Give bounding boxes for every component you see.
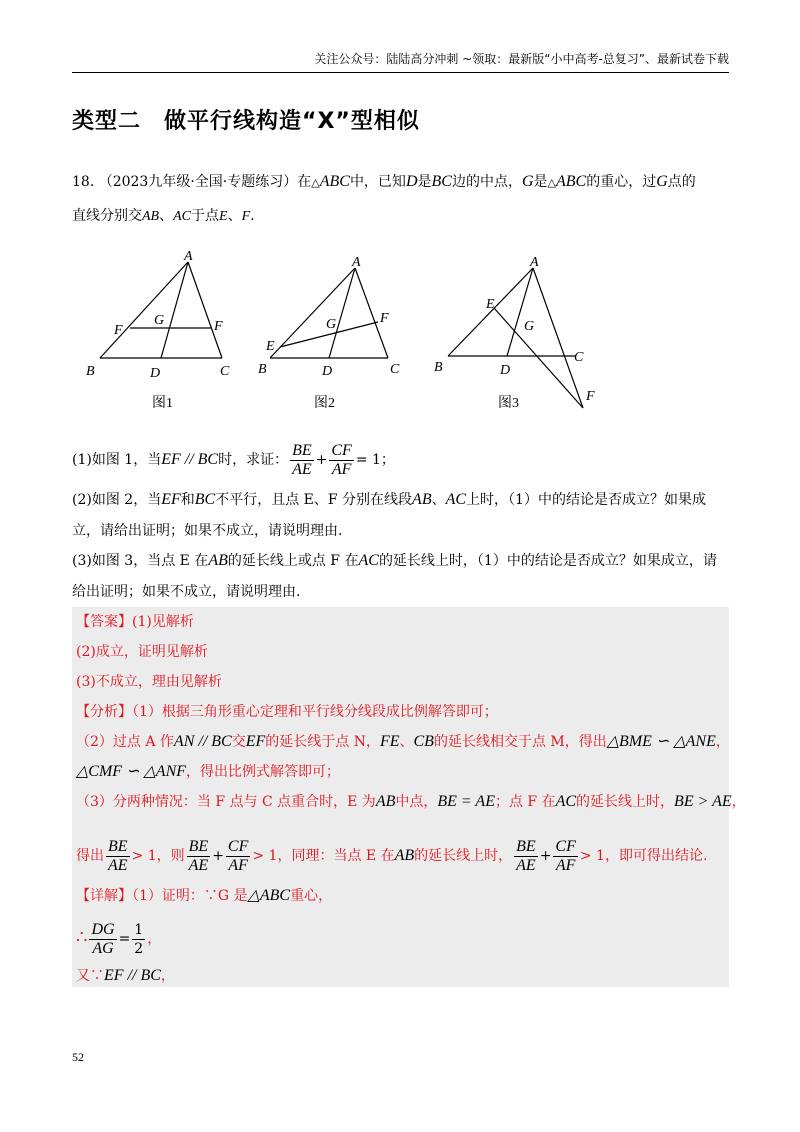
analysis-line-5: [76, 836, 707, 876]
denominator: 2: [134, 940, 144, 957]
analysis-text: ，得出比例式解答即可；: [186, 764, 341, 780]
fig1-label-d: D: [150, 366, 161, 381]
comma: ，: [160, 968, 175, 984]
equals-one: = 1；: [355, 452, 395, 468]
analysis-line-3: [76, 762, 340, 782]
question-1: [72, 440, 395, 480]
fig3-line-ef: [494, 308, 583, 408]
segment-ac: AC: [173, 209, 191, 224]
analysis-text: 交: [231, 734, 246, 750]
triangle-abc: ABC: [319, 173, 350, 190]
segment-ab: AB: [394, 847, 415, 864]
analysis-text: （3）分两种情况：当 F 点与 C 点重合时，E 为: [76, 794, 376, 810]
fig1-label-e: F: [114, 323, 123, 338]
segment-ac: AC: [445, 491, 467, 508]
numerator: CF: [331, 441, 352, 459]
fig3-label-d: D: [500, 363, 511, 378]
similarity-cmf-anf: △CMF ∽ △ANF: [76, 763, 187, 780]
detail-line-3: [76, 966, 175, 986]
figure-3: [448, 268, 583, 408]
fig1-side-ac: [188, 262, 222, 358]
period: .: [250, 208, 255, 224]
fig2-label-b: B: [258, 362, 267, 377]
fig3-label-c: C: [574, 350, 584, 365]
fig1-label-b: B: [86, 364, 95, 379]
problem-text: 是: [417, 174, 432, 190]
analysis-text: > 1，则: [131, 848, 185, 864]
problem-line-1: [72, 172, 696, 193]
plus-sign: +: [539, 848, 552, 864]
question-text: (3)如图 3，当点 E 在: [72, 553, 209, 569]
detail-text: 又∵: [76, 968, 104, 984]
detail-tag: 【详解】: [76, 888, 132, 904]
equation-be-ae: BE = AE: [437, 793, 495, 810]
figure-1: [100, 262, 222, 358]
condition-an-parallel-bc: AN // BC: [173, 733, 232, 750]
question-3-line-2: 给出证明；如果不成立，请说明理由.: [72, 584, 301, 600]
plus-sign: +: [315, 452, 328, 468]
denominator: AF: [228, 856, 248, 874]
problem-text: 18. （2023九年级·全国·专题练习）在: [72, 174, 312, 190]
analysis-line-2: [76, 732, 730, 752]
fraction-cf-af: [553, 838, 577, 875]
similarity-bme-ane: △BME ∽ △ANE: [606, 733, 716, 750]
analysis-line-4: [76, 792, 746, 812]
segment-bc: BC: [194, 491, 216, 508]
analysis-text: 中点，: [395, 794, 438, 810]
question-2-line-1: [72, 490, 706, 510]
numerator: CF: [555, 837, 576, 855]
segment-ab: AB: [208, 552, 228, 569]
analysis-text: 的延长线上时，: [576, 794, 675, 810]
question-text: 的延长线上或点 F 在: [227, 553, 359, 569]
question-text: (2)如图 2，当: [72, 492, 162, 508]
numerator: 1: [134, 921, 144, 938]
fraction-be-ae: [290, 442, 314, 479]
segment-ef: EF: [245, 733, 266, 750]
detail-line-1: [76, 886, 332, 906]
denominator: AE: [516, 856, 536, 874]
analysis-text: （1）根据三角形重心定理和平行线分线段成比例解答即可；: [132, 704, 498, 720]
analysis-tag: 【分析】: [76, 704, 132, 720]
numerator: CF: [227, 837, 249, 855]
question-text: 时，求证：: [218, 452, 289, 468]
figure-2: [270, 268, 388, 358]
problem-text: 于点: [191, 208, 219, 224]
inequality-be-gt-ae: BE > AE: [674, 793, 732, 810]
fig2-label-d: D: [322, 364, 333, 379]
answer-tag: 【答案】: [76, 614, 132, 630]
segment-fe: FE: [379, 733, 400, 750]
equals-sign: =: [118, 931, 131, 947]
fig3-label-a: A: [530, 255, 539, 270]
plus-sign: +: [212, 848, 224, 864]
fraction-be-ae: [187, 838, 211, 875]
answer-line-3: (3)不成立，理由见解析: [76, 674, 222, 690]
comma: ，: [715, 734, 730, 750]
problem-text: 边的中点，: [451, 174, 522, 190]
denominator: AF: [555, 856, 576, 874]
problem-text: 点的: [667, 174, 696, 190]
question-text: 的延长线上时，（1）中的结论是否成立？如果成立，请: [378, 553, 717, 569]
segment-ab: AB: [412, 491, 432, 508]
fraction-one-half: [132, 921, 145, 958]
fraction-cf-af: [329, 442, 353, 479]
fraction-cf-af: [226, 838, 250, 875]
fig3-label-e: E: [486, 297, 495, 312]
analysis-line-1: [76, 702, 498, 722]
fig3-label-b: B: [434, 360, 443, 375]
numerator: DG: [91, 920, 115, 938]
fig3-label-f: F: [586, 389, 595, 404]
page-header: 关注公众号：陆陆高分冲刺 ~领取：最新版“小中高考-总复习”、最新试卷下载: [72, 50, 729, 73]
condition-ef-parallel-bc: EF // BC: [104, 967, 161, 984]
detail-text: （1）证明：∵G 是: [132, 888, 248, 904]
question-text: 不平行，且点 E、F 分别在线段: [215, 492, 413, 508]
fig2-label-e: E: [266, 339, 275, 354]
problem-line-2: [72, 206, 255, 227]
fig1-caption: 图1: [152, 396, 173, 411]
denominator: AG: [92, 939, 114, 957]
problem-text: 中，已知: [349, 174, 406, 190]
segment-bc: BC: [431, 173, 452, 190]
numerator: BE: [108, 837, 128, 855]
separator: 、: [227, 208, 242, 224]
denominator: AE: [108, 856, 128, 874]
question-3-line-1: [72, 551, 717, 571]
separator: 、: [431, 492, 446, 508]
segment-ef: EF: [161, 491, 181, 508]
fig3-caption: 图3: [498, 396, 519, 411]
fig3-label-g: G: [524, 319, 535, 334]
geometry-figures: [80, 250, 620, 420]
numerator: BE: [188, 837, 209, 855]
point-d: D: [405, 173, 418, 190]
segment-cb: CB: [413, 733, 434, 750]
numerator: BE: [516, 837, 536, 855]
triangle-abc: △ABC: [247, 887, 291, 904]
comma: ，: [731, 794, 746, 810]
fraction-be-ae: [106, 838, 130, 875]
analysis-text: ；点 F 在: [494, 794, 556, 810]
analysis-text: （2）过点 A 作: [76, 734, 174, 750]
separator: 、: [399, 734, 414, 750]
fig1-label-f: F: [214, 319, 223, 334]
point-g: G: [656, 173, 668, 190]
question-text: (1)如图 1，当: [72, 452, 162, 468]
triangle-symbol: △: [547, 176, 556, 189]
answer-line-1: [76, 612, 194, 632]
fraction-be-ae: [514, 838, 538, 875]
fig2-label-a: A: [352, 255, 361, 270]
analysis-text: 的延长线于点 N，: [265, 734, 380, 750]
segment-ac: AC: [555, 793, 577, 810]
fig1-label-g: G: [154, 313, 165, 328]
denominator: AE: [188, 856, 209, 874]
comma: ，: [147, 931, 162, 947]
answer-text: (1)见解析: [132, 614, 194, 630]
numerator: BE: [292, 441, 312, 459]
therefore-symbol: ∴: [76, 927, 88, 948]
segment-ac: AC: [358, 552, 379, 569]
denominator: AF: [331, 460, 352, 478]
analysis-text: > 1，即可得出结论.: [579, 848, 708, 864]
fig2-label-g: G: [326, 317, 337, 332]
fig1-label-a: A: [184, 250, 193, 264]
point-g: G: [521, 173, 534, 190]
separator: 、: [159, 208, 174, 224]
point-f: F: [241, 209, 251, 224]
denominator: AE: [292, 460, 312, 478]
fig1-label-c: C: [220, 364, 230, 379]
segment-ab: AB: [142, 209, 160, 224]
fig2-caption: 图2: [314, 396, 335, 411]
analysis-text: > 1，同理：当点 E 在: [252, 848, 395, 864]
segment-ab: AB: [375, 793, 396, 810]
fig2-label-f: F: [380, 311, 389, 326]
condition-ef-parallel-bc: EF // BC: [161, 451, 219, 468]
fig3-side-ac-extended: [533, 268, 583, 408]
question-text: 和: [180, 492, 195, 508]
point-e: E: [219, 209, 228, 224]
analysis-text: 的延长线相交于点 M，得出: [433, 734, 607, 750]
fraction-dg-ag: [89, 921, 116, 958]
triangle-abc: ABC: [555, 173, 587, 190]
fig2-label-c: C: [390, 362, 400, 377]
problem-text: 的重心，过: [586, 174, 657, 190]
question-2-line-2: 立，请给出证明；如果不成立，请说明理由.: [72, 523, 343, 539]
answer-line-2: (2)成立，证明见解析: [76, 644, 208, 660]
triangle-symbol: △: [311, 176, 320, 189]
section-title: 类型二 做平行线构造“X”型相似: [72, 109, 420, 134]
detail-text: 重心，: [290, 888, 333, 904]
analysis-text: 得出: [76, 848, 104, 864]
detail-line-2: [76, 918, 161, 959]
analysis-text: 的延长线上时，: [414, 848, 513, 864]
question-text: 上时，（1）中的结论是否成立？如果成: [466, 492, 706, 508]
problem-text: 直线分别交: [72, 208, 142, 224]
page-number: 52: [72, 1050, 84, 1064]
problem-text: 是: [533, 174, 548, 190]
